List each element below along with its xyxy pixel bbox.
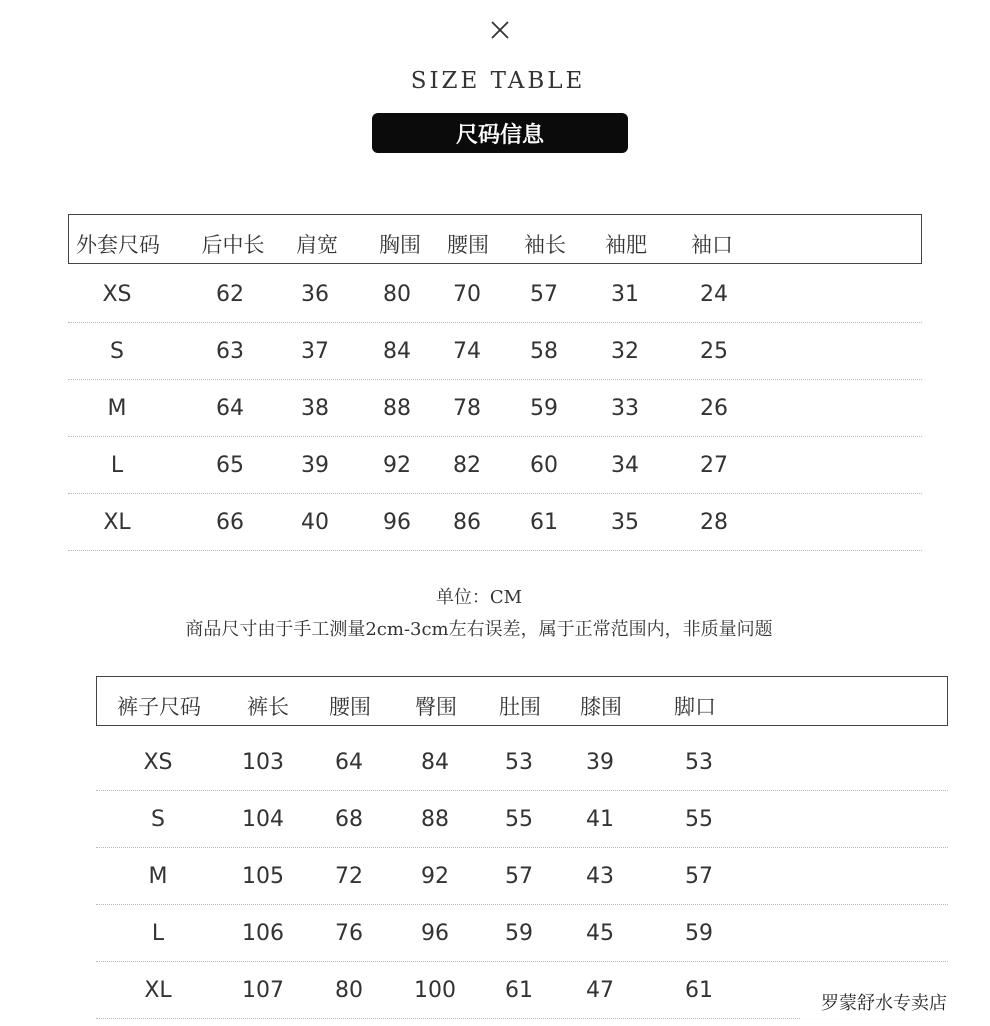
measurement-value: 76: [335, 921, 363, 946]
measurement-value: 96: [383, 510, 411, 535]
measurement-value: 47: [586, 978, 614, 1003]
close-icon: [490, 20, 510, 40]
size-label: XS: [102, 282, 132, 307]
header-cell: 裤子尺码: [117, 695, 201, 719]
measurement-value: 106: [242, 921, 284, 946]
row-divider: [68, 550, 922, 551]
measurement-value: 84: [421, 750, 449, 775]
measurement-value: 59: [530, 396, 558, 421]
measurement-value: 40: [301, 510, 329, 535]
size-info-badge: 尺码信息: [372, 113, 628, 153]
measurement-value: 33: [611, 396, 639, 421]
header-cell: 肩宽: [296, 233, 338, 257]
measurement-value: 88: [383, 396, 411, 421]
measurement-value: 59: [685, 921, 713, 946]
measurement-value: 80: [383, 282, 411, 307]
measurement-value: 53: [685, 750, 713, 775]
measurement-value: 57: [685, 864, 713, 889]
measurement-value: 70: [453, 282, 481, 307]
measurement-value: 88: [421, 807, 449, 832]
size-label: M: [148, 864, 168, 889]
measurement-value: 34: [611, 453, 639, 478]
header-cell: 腰围: [329, 695, 371, 719]
measurement-value: 45: [586, 921, 614, 946]
measurement-value: 68: [335, 807, 363, 832]
measurement-value: 57: [505, 864, 533, 889]
measurement-value: 59: [505, 921, 533, 946]
measurement-value: 72: [335, 864, 363, 889]
size-table-title: SIZE TABLE: [410, 68, 586, 94]
table-header: [96, 676, 948, 726]
measurement-value: 57: [530, 282, 558, 307]
measurement-value: 65: [216, 453, 244, 478]
measurement-value: 92: [383, 453, 411, 478]
close-button[interactable]: [484, 14, 516, 46]
measurement-value: 100: [414, 978, 456, 1003]
measurement-value: 31: [611, 282, 639, 307]
table-row: [68, 266, 922, 323]
header-cell: 外套尺码: [76, 233, 160, 257]
measurement-value: 107: [242, 978, 284, 1003]
measurement-value: 61: [505, 978, 533, 1003]
measurement-value: 53: [505, 750, 533, 775]
header-cell: 袖长: [524, 233, 566, 257]
measurement-value: 39: [301, 453, 329, 478]
measurement-value: 92: [421, 864, 449, 889]
size-label: S: [110, 339, 124, 364]
measurement-value: 84: [383, 339, 411, 364]
size-label: XS: [143, 750, 173, 775]
header-cell: 肚围: [499, 695, 541, 719]
measurement-value: 24: [700, 282, 728, 307]
measurement-value: 61: [530, 510, 558, 535]
header-cell: 膝围: [580, 695, 622, 719]
header-cell: 袖肥: [605, 233, 647, 257]
measurement-value: 60: [530, 453, 558, 478]
measurement-value: 35: [611, 510, 639, 535]
measurement-value: 27: [700, 453, 728, 478]
measurement-value: 64: [335, 750, 363, 775]
header-cell: 胸围: [379, 233, 421, 257]
measurement-value: 25: [700, 339, 728, 364]
measurement-value: 26: [700, 396, 728, 421]
measurement-value: 39: [586, 750, 614, 775]
measurement-value: 103: [242, 750, 284, 775]
table-row: [68, 323, 922, 380]
measurement-value: 82: [453, 453, 481, 478]
measurement-value: 64: [216, 396, 244, 421]
measurement-value: 96: [421, 921, 449, 946]
measurement-value: 38: [301, 396, 329, 421]
measurement-value: 105: [242, 864, 284, 889]
size-label: L: [151, 921, 165, 946]
table-row: [96, 791, 948, 848]
measurement-value: 86: [453, 510, 481, 535]
header-cell: 袖口: [691, 233, 733, 257]
measurement-value: 63: [216, 339, 244, 364]
measurement-value: 32: [611, 339, 639, 364]
measurement-value: 61: [685, 978, 713, 1003]
measurement-value: 80: [335, 978, 363, 1003]
table-row: [68, 437, 922, 494]
measurement-value: 28: [700, 510, 728, 535]
measurement-value: 78: [453, 396, 481, 421]
measurement-value: 55: [505, 807, 533, 832]
size-label: XL: [103, 510, 131, 535]
measurement-value: 74: [453, 339, 481, 364]
size-label: S: [151, 807, 165, 832]
header-cell: 臀围: [415, 695, 457, 719]
measurement-note: 商品尺寸由于手工测量2cm-3cm左右误差，属于正常范围内，非质量问题: [185, 619, 773, 640]
table-row: [68, 494, 922, 551]
measurement-value: 58: [530, 339, 558, 364]
header-cell: 脚口: [674, 695, 716, 719]
measurement-value: 36: [301, 282, 329, 307]
measurement-value: 104: [242, 807, 284, 832]
table-row: [96, 905, 948, 962]
measurement-value: 62: [216, 282, 244, 307]
size-label: M: [107, 396, 127, 421]
unit-label: 单位：CM: [435, 587, 523, 608]
table-header: [68, 214, 922, 264]
header-cell: 裤长: [247, 695, 289, 719]
table-row: [68, 380, 922, 437]
header-cell: 腰围: [447, 233, 489, 257]
measurement-value: 66: [216, 510, 244, 535]
shop-watermark: 罗蒙舒水专卖店: [800, 984, 968, 1020]
table-row: [96, 848, 948, 905]
measurement-value: 43: [586, 864, 614, 889]
measurement-value: 37: [301, 339, 329, 364]
measurement-value: 41: [586, 807, 614, 832]
header-cell: 后中长: [201, 233, 265, 257]
size-label: XL: [144, 978, 172, 1003]
size-label: L: [110, 453, 124, 478]
measurement-value: 55: [685, 807, 713, 832]
table-row: [96, 734, 948, 791]
